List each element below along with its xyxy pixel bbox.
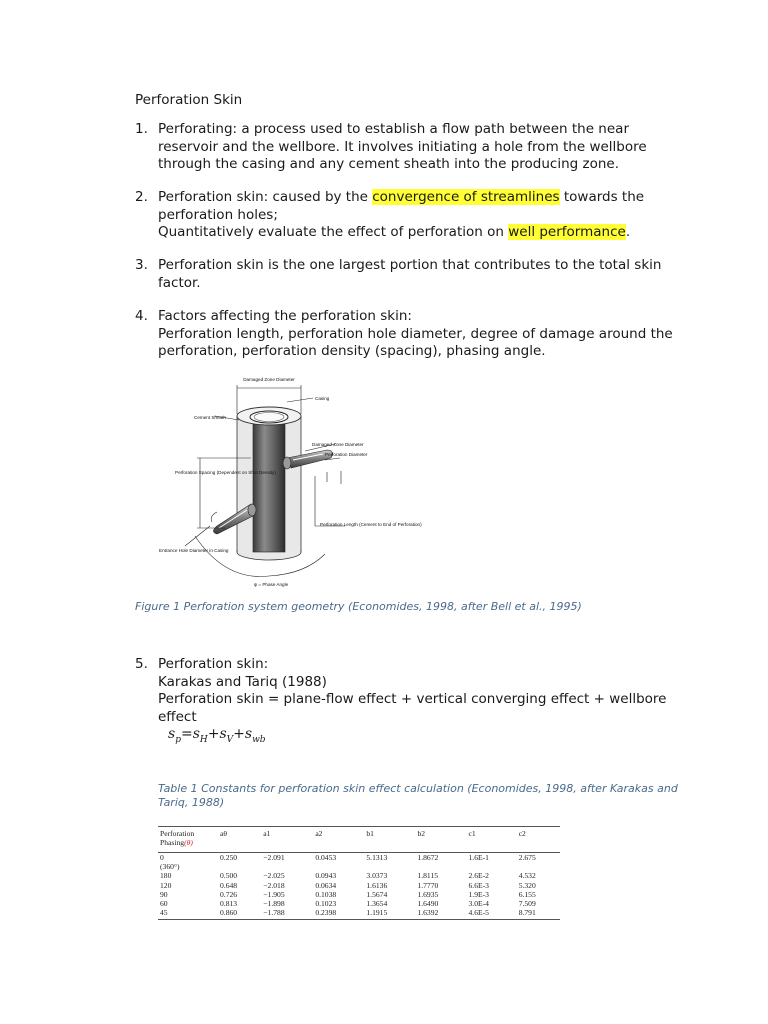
table-header-row [158,827,560,853]
text-run: Karakas and Tariq (1988) [158,673,327,690]
table-cell: 2.6E-2 [468,871,489,881]
label-damaged-zone-top: Damaged Zone Diameter [243,377,295,382]
table-cell [261,862,313,871]
text-run: Factors affecting the perforation skin: [158,308,412,324]
label-phase-angle: ψ = Phase Angle [253,582,289,587]
table-row [158,862,560,871]
table-row [158,908,560,920]
table-cell: 1.8115 [417,871,439,881]
table-cell: 0.500 [220,871,238,881]
table-cell-phase: 45 [158,908,218,920]
table-cell: 7.509 [518,899,536,909]
table-cell: 0.0943 [315,871,337,881]
table-cell: 0.1038 [315,889,337,899]
table-cell-phase: 90 [160,889,168,899]
table-cell: 1.5674 [366,889,388,899]
table-header-cell: a1 [261,827,313,853]
table-cell: 0.0453 [315,853,337,862]
table-cell: 0.1023 [315,899,337,909]
header-text: Perforation Phasing [160,829,195,847]
table-cell: 2.675 [518,853,536,862]
table-cell: 0.648 [220,880,238,890]
formula-subscript: p [175,734,181,745]
text-run: towards the perforation holes; [158,189,645,223]
list-text: Perforating: a process used to establish a flow path between the near reservoir and the wellbore. It involves initiating a hole from the wellbore through the casing and any cement sheath into the producing zone. [158,121,647,172]
text-run: . [625,224,631,240]
formula-term: s [244,726,253,742]
label-cement-sheath: Cement Sheath [194,415,226,420]
table-cell: 0.726 [220,889,238,899]
theta-symbol: (θ) [184,838,193,847]
text-run: Perforation length, perforation hole diameter, degree of damage around the perforation, perforation density (spacing), phasing angle. [158,325,673,359]
table-cell: 1.9E-3 [468,889,489,899]
table-cell: 1.7770 [417,880,439,890]
label-entrance-hole: Entrance Hole Diameter in Casing [159,548,229,553]
table-cell: −2.091 [263,853,285,862]
table-cell [364,862,415,871]
constants-table [158,826,560,920]
text-run: Quantitatively evaluate the effect of perforation on [158,224,509,240]
figure-caption: Figure 1 Perforation system geometry (Economides, 1998, after Bell et al., 1995) [135,600,582,613]
table-header-cell: a2 [313,827,364,853]
formula-term: s [219,726,227,742]
table-cell: −2.018 [263,880,285,890]
formula-subscript: wb [252,734,266,745]
label-perforation-length: Perforation Length (Cement to End of Perforation) [320,522,422,527]
table-row [158,890,560,899]
list-text [158,189,688,242]
table-header-cell: aθ [218,827,261,853]
table-cell: −1.788 [261,908,313,920]
table-cell: 4.6E-5 [467,908,517,920]
table-header-cell: b2 [415,827,466,853]
table-cell [467,862,517,871]
label-perforation-diameter: Perforation Diameter [325,452,368,457]
table-cell: 6.155 [518,889,536,899]
table-header-phasing [158,827,218,853]
table-cell: 1.8672 [417,853,439,862]
table-cell-phase: 0 [160,853,164,862]
list-number: 2. [135,189,148,205]
table-cell: 0.813 [220,899,238,909]
table-cell: 1.6136 [366,880,388,890]
formula-term: s [192,726,200,742]
table-header-cell: c1 [467,827,517,853]
list-number: 5. [135,656,148,672]
highlighted-text: well performance [508,224,626,240]
list-text [158,308,688,361]
label-perforation-spacing: Perforation Spacing (Dependent on Shot Density) [175,470,276,475]
highlighted-text: convergence of streamlines [372,189,560,205]
table-cell: 4.532 [518,871,536,881]
table-cell: 0.860 [218,908,261,920]
table-caption: Table 1 Constants for perforation skin effect calculation (Economides, 1998, after Karakas and Tariq, 1988) [158,782,678,809]
text-run: Perforation skin = plane-flow effect + vertical converging effect + wellbore effect [158,691,667,725]
table-cell-phase: 60 [160,899,168,909]
text-run: Perforation skin: [158,656,269,672]
list-number: 1. [135,121,148,137]
casing-pipe-shape [253,418,285,552]
table-cell: 5.320 [518,880,536,890]
table-row [158,853,560,863]
table-cell [313,862,364,871]
table-cell: 3.0E-4 [468,899,489,909]
list-number: 4. [135,308,148,324]
table-cell: −1.898 [263,899,285,909]
label-damaged-zone-right: Damaged Zone Diameter [312,442,364,447]
table-cell [415,862,466,871]
table-cell: 1.1915 [364,908,415,920]
perforation-skin-formula: $s_p=s_H+s_V+s_{wb}$ [168,726,266,745]
table-row [158,881,560,890]
table-cell: 0.2398 [313,908,364,920]
list-number: 3. [135,257,148,273]
table-cell-phase: 180 [160,871,172,881]
table-cell: 0.0634 [315,880,337,890]
perforation-geometry-figure [155,376,422,594]
table-cell [517,862,560,871]
table-cell: 1.3654 [366,899,388,909]
table-cell-phase: 120 [160,880,172,890]
list-text [158,656,688,726]
page-title: Perforation Skin [135,92,243,108]
table-cell: −1.905 [263,889,285,899]
formula-term: s [168,726,176,742]
table-cell: 0.250 [220,853,238,862]
table-cell: 1.6935 [417,889,439,899]
list-text: Perforation skin is the one largest portion that contributes to the total skin factor. [158,257,662,291]
label-casing: Casing [315,396,330,401]
table-header-cell: c2 [517,827,560,853]
table-cell: 3.0373 [366,871,388,881]
table-cell: 1.6490 [417,899,439,909]
table-header-cell: b1 [364,827,415,853]
table-cell: 1.6E-1 [468,853,489,862]
table-cell [218,862,261,871]
text-run: Perforation skin: caused by the [158,189,373,205]
formula-subscript: H [199,734,208,745]
table-row [158,871,560,880]
table-cell: 8.791 [517,908,560,920]
table-cell: −2.025 [263,871,285,881]
table-cell: 1.6392 [415,908,466,920]
table-cell: 6.6E-3 [468,880,489,890]
table-cell: 5.1313 [366,853,388,862]
table-cell-phase: (360°) [160,862,180,872]
formula-subscript: V [226,734,234,745]
table-row [158,899,560,908]
